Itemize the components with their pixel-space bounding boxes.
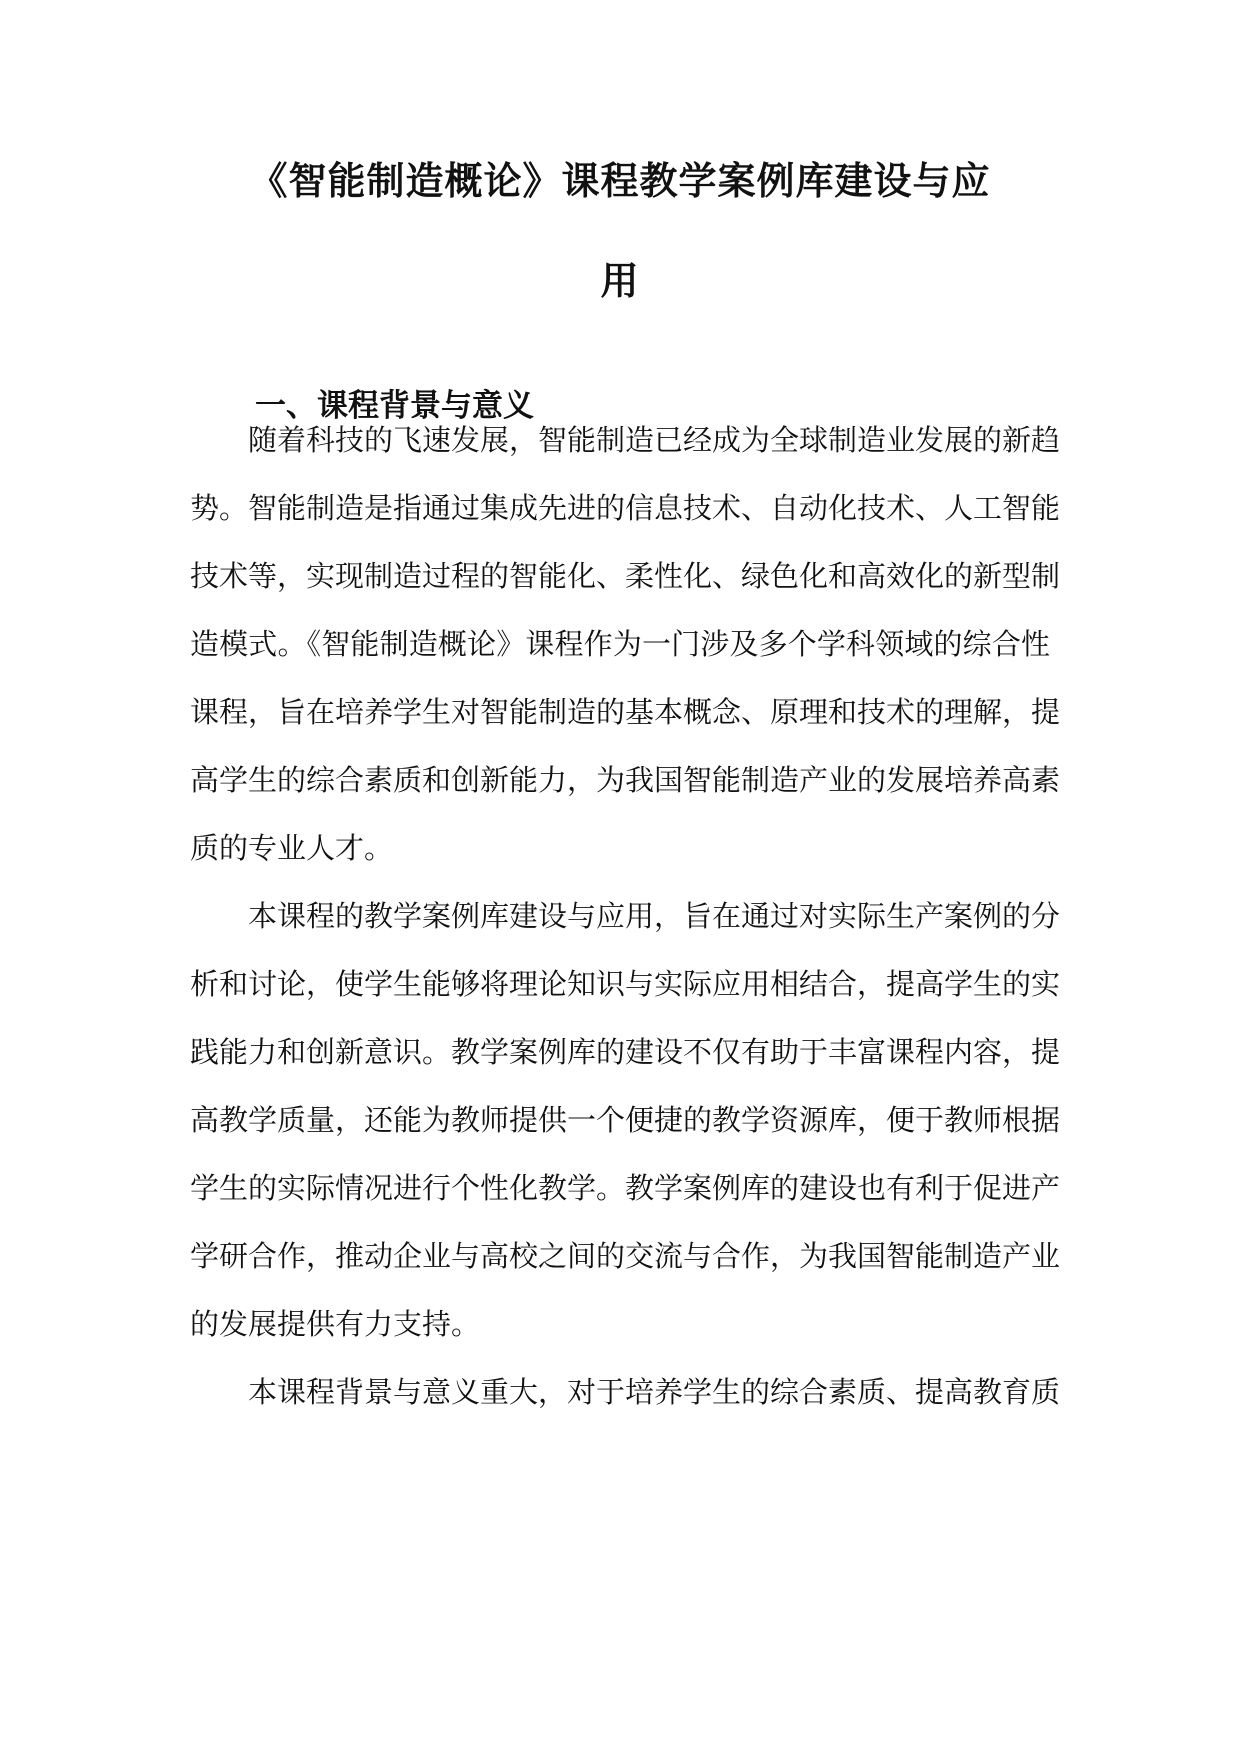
paragraph-line: 的发展提供有力支持。 xyxy=(190,1307,481,1341)
paragraph-line: 学研合作，推动企业与高校之间的交流与合作，为我国智能制造产业 xyxy=(190,1239,1061,1273)
paragraph-line: 高教学质量，还能为教师提供一个便捷的教学资源库，便于教师根据 xyxy=(190,1103,1061,1137)
paragraph-line: 高学生的综合素质和创新能力，为我国智能制造产业的发展培养高素 xyxy=(190,763,1061,797)
paragraph-line: 质的专业人才。 xyxy=(190,831,394,865)
paragraph-line: 造模式。《智能制造概论》课程作为一门涉及多个学科领域的综合性 xyxy=(190,627,1050,661)
paragraph-line: 势。智能制造是指通过集成先进的信息技术、自动化技术、人工智能 xyxy=(190,491,1061,525)
paragraph-line: 随着科技的飞速发展，智能制造已经成为全球制造业发展的新趋 xyxy=(248,423,1061,457)
paragraph-line: 课程，旨在培养学生对智能制造的基本概念、原理和技术的理解，提 xyxy=(190,695,1061,729)
paragraph-line: 本课程背景与意义重大，对于培养学生的综合素质、提高教育质 xyxy=(248,1375,1061,1409)
document-title-line-1: 《智能制造概论》课程教学案例库建设与应 xyxy=(249,158,991,203)
document-title-line-2: 用 xyxy=(600,258,640,303)
paragraph-line: 析和讨论，使学生能够将理论知识与实际应用相结合，提高学生的实 xyxy=(190,967,1061,1001)
paragraph-line: 技术等，实现制造过程的智能化、柔性化、绿色化和高效化的新型制 xyxy=(190,559,1061,593)
paragraph-line: 学生的实际情况进行个性化教学。教学案例库的建设也有利于促进产 xyxy=(190,1171,1061,1205)
section-heading: 一、课程背景与意义 xyxy=(255,388,534,424)
paragraph-line: 本课程的教学案例库建设与应用，旨在通过对实际生产案例的分 xyxy=(248,899,1061,933)
paragraph-line: 践能力和创新意识。教学案例库的建设不仅有助于丰富课程内容，提 xyxy=(190,1035,1061,1069)
